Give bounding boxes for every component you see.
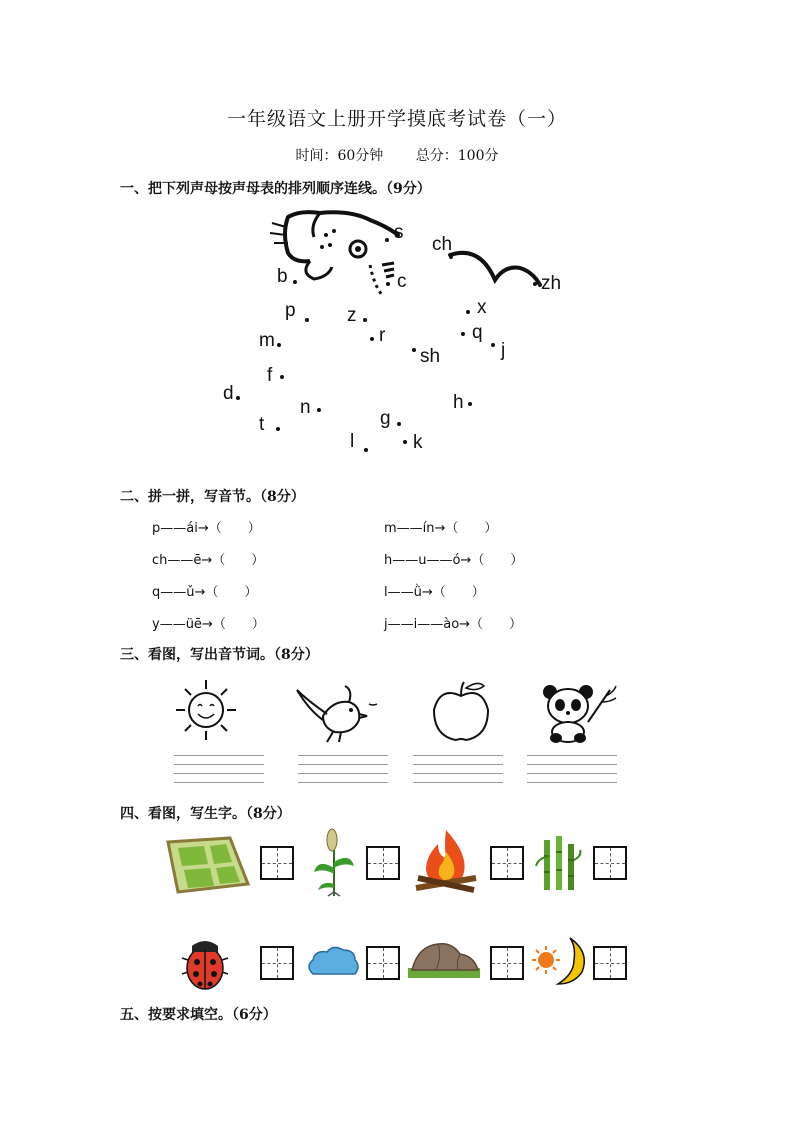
letter-q: q: [472, 322, 483, 343]
character-box[interactable]: [490, 846, 524, 880]
pinyin-item: p——ái→（ ）: [152, 521, 261, 536]
section-1-heading: 一、把下列声母按声母表的排列顺序连线。（9分）: [120, 181, 431, 197]
pinyin-item: ch——ē→（ ）: [152, 553, 265, 568]
letter-k: k: [413, 432, 423, 453]
dot: [293, 280, 297, 284]
letter-zh: zh: [541, 273, 562, 294]
dot: [397, 422, 401, 426]
bird-icon: [293, 680, 379, 744]
fire-icon: [410, 828, 482, 894]
pinyin-item: h——u——ó→（ ）: [384, 553, 524, 568]
connect-dots-puzzle: [0, 0, 794, 470]
pinyin-item: y——üē→（ ）: [152, 617, 265, 632]
apple-icon: [428, 678, 494, 744]
character-box[interactable]: [260, 946, 294, 980]
character-box[interactable]: [593, 946, 627, 980]
section-5-heading: 五、按要求填空。（6分）: [120, 1007, 277, 1023]
section-2-heading: 二、拼一拼，写音节。（8分）: [120, 489, 305, 505]
character-box[interactable]: [366, 946, 400, 980]
rock-icon: [408, 940, 480, 980]
dot: [317, 408, 321, 412]
pinyin-writing-lines[interactable]: [174, 755, 264, 791]
dot: [385, 238, 389, 242]
dot: [370, 337, 374, 341]
letter-ch: ch: [432, 234, 453, 255]
page-title: 一年级语文上册开学摸底考试卷（一）: [226, 108, 567, 130]
pinyin-writing-lines[interactable]: [527, 755, 617, 791]
letter-t: t: [259, 414, 265, 435]
pinyin-writing-lines[interactable]: [413, 755, 503, 791]
dot: [364, 448, 368, 452]
letter-z: z: [347, 305, 357, 326]
dot: [363, 318, 367, 322]
letter-x: x: [477, 297, 487, 318]
ladybug-icon: [180, 934, 230, 992]
dot: [449, 255, 453, 259]
seedling-icon: [310, 828, 358, 898]
dot: [305, 318, 309, 322]
dot: [280, 375, 284, 379]
letter-l: l: [350, 431, 355, 452]
character-box[interactable]: [366, 846, 400, 880]
pinyin-writing-lines[interactable]: [298, 755, 388, 791]
character-box[interactable]: [260, 846, 294, 880]
dot: [466, 310, 470, 314]
tail-curve-icon: [445, 240, 545, 290]
pinyin-item: j——i——ào→（ ）: [384, 617, 523, 632]
dot: [386, 282, 390, 286]
letter-sh: sh: [420, 346, 441, 367]
sun-icon: [170, 678, 242, 742]
pinyin-item: l——ǜ→（ ）: [384, 585, 485, 600]
exam-total: 总分：100分: [415, 148, 499, 164]
letter-g: g: [380, 408, 391, 429]
letter-s: s: [394, 222, 404, 243]
dot: [468, 402, 472, 406]
letter-f: f: [267, 365, 273, 386]
dot: [236, 396, 240, 400]
section-3-heading: 三、看图，写出音节词。（8分）: [120, 647, 319, 663]
dot: [412, 348, 416, 352]
letter-b: b: [277, 266, 288, 287]
dot: [277, 343, 281, 347]
field-icon: [160, 834, 252, 896]
dot: [491, 343, 495, 347]
bamboo-icon: [534, 836, 582, 892]
letter-d: d: [223, 383, 234, 404]
letter-h: h: [453, 392, 464, 413]
cloud-icon: [305, 944, 361, 980]
section-4-heading: 四、看图，写生字。（8分）: [120, 806, 291, 822]
exam-time: 时间：60分钟: [295, 148, 384, 164]
character-box[interactable]: [593, 846, 627, 880]
letter-p: p: [285, 300, 296, 321]
pinyin-item: q——ǔ→（ ）: [152, 585, 258, 600]
dot: [533, 282, 537, 286]
panda-icon: [540, 678, 620, 744]
character-box[interactable]: [490, 946, 524, 980]
letter-c: c: [397, 271, 407, 292]
sun-moon-icon: [532, 934, 586, 988]
letter-r: r: [379, 325, 386, 346]
dot: [461, 332, 465, 336]
pinyin-item: m——ín→（ ）: [384, 521, 498, 536]
letter-m: m: [259, 330, 275, 351]
letter-j: j: [501, 340, 506, 361]
dot: [403, 440, 407, 444]
dot: [276, 427, 280, 431]
letter-n: n: [300, 397, 311, 418]
